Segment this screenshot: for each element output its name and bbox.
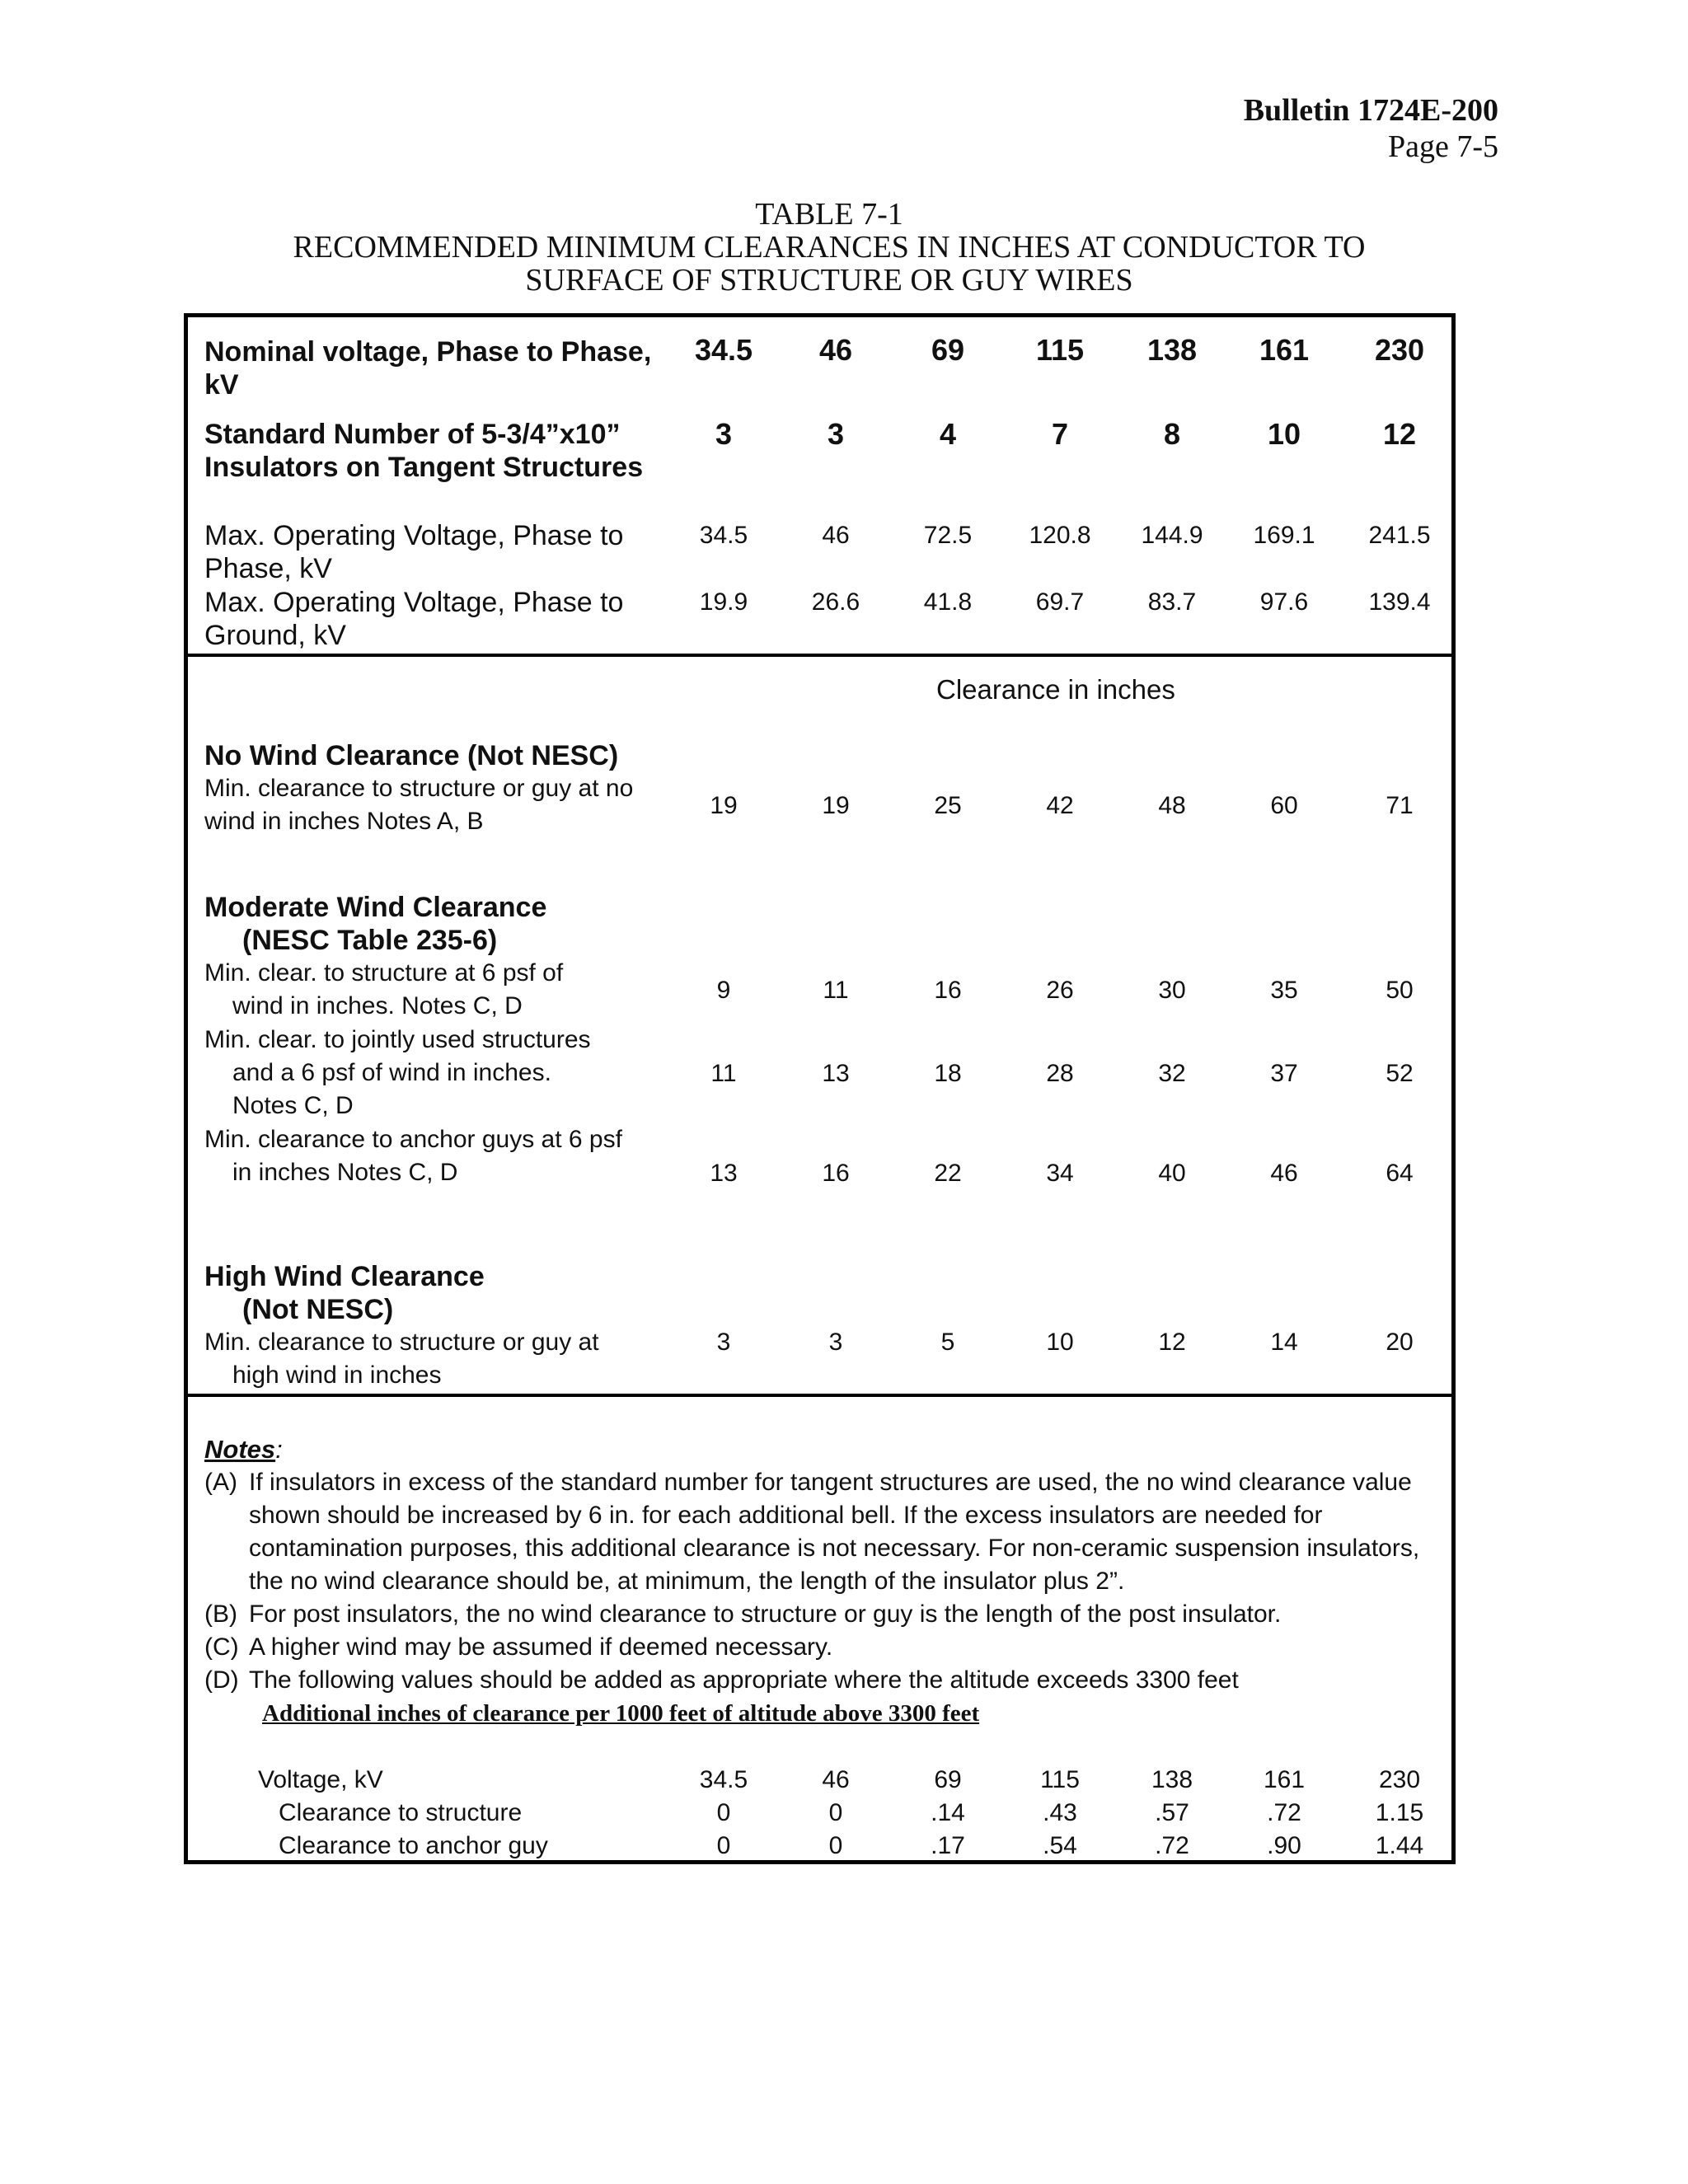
table-cell: 18 xyxy=(934,1060,962,1087)
table-title-line2: SURFACE OF STRUCTURE OR GUY WIRES xyxy=(525,263,1133,298)
table-cell: 139.4 xyxy=(1368,588,1431,616)
table-cell: 11 xyxy=(710,1060,737,1087)
table-cell: 60 xyxy=(1270,792,1298,819)
max-voltage-pp-label: Max. Operating Voltage, Phase to Phase, kV xyxy=(204,520,624,584)
table-cell: 4 xyxy=(939,417,957,451)
table-cell: .72 xyxy=(1267,1799,1301,1826)
table-cell: 138 xyxy=(1151,1766,1193,1793)
max-voltage-pg-label: Max. Operating Voltage, Phase to Ground, kV xyxy=(204,587,624,651)
max-voltage-pg-row xyxy=(188,586,1451,619)
table-cell: 71 xyxy=(1386,792,1414,819)
table-cell: 138 xyxy=(1146,333,1198,367)
table-cell: 7 xyxy=(1051,417,1069,451)
table-cell: 115 xyxy=(1040,1766,1080,1793)
altitude-structure-row xyxy=(188,1797,1451,1830)
moderate-anchor-row xyxy=(188,1157,1451,1190)
notes-heading: Notes: xyxy=(204,1435,283,1464)
no-wind-label: Min. clearance to structure or guy at no wind in inches Notes A, B xyxy=(204,775,634,835)
insulators-row xyxy=(188,418,1451,451)
page-number: Page 7-5 xyxy=(1387,129,1498,164)
table-cell: .72 xyxy=(1155,1832,1189,1859)
table-cell: 5 xyxy=(940,1329,955,1356)
nominal-voltage-row xyxy=(188,334,1451,367)
table-cell: 34.5 xyxy=(699,522,748,549)
table-cell: 16 xyxy=(822,1160,850,1187)
table-cell: 19.9 xyxy=(699,588,748,616)
table-cell: 13 xyxy=(710,1160,738,1187)
table-cell: 3 xyxy=(716,1329,731,1356)
table-cell: 52 xyxy=(1386,1060,1414,1087)
table-cell: 32 xyxy=(1158,1060,1186,1087)
table-cell: 230 xyxy=(1374,333,1425,367)
table-cell: 26 xyxy=(1046,977,1074,1004)
table-title xyxy=(186,198,1472,297)
table-cell: 144.9 xyxy=(1141,522,1203,549)
table-cell: 161 xyxy=(1259,333,1310,367)
table-cell: 46 xyxy=(818,333,853,367)
table-cell: .57 xyxy=(1155,1799,1189,1826)
table-cell: 69 xyxy=(931,333,965,367)
table-cell: 3 xyxy=(715,417,733,451)
insulators-label: Standard Number of 5-3/4”x10” Insulators on Tangent Structures xyxy=(204,419,644,483)
moderate-jointly-label: Min. clear. to jointly used structures and a 6 psf of wind in inches. Notes C, D xyxy=(204,1026,591,1119)
table-cell: 28 xyxy=(1046,1060,1074,1087)
table-cell: 241.5 xyxy=(1368,522,1431,549)
divider xyxy=(188,654,1451,657)
table-cell: 0 xyxy=(716,1799,731,1826)
no-wind-heading: No Wind Clearance (Not NESC) xyxy=(204,740,619,771)
table-cell: 9 xyxy=(716,977,731,1004)
table-cell: 10 xyxy=(1267,417,1301,451)
table-cell: 19 xyxy=(710,792,738,819)
table-cell: 97.6 xyxy=(1259,588,1309,616)
table-cell: 46 xyxy=(822,522,850,549)
table-cell: 0 xyxy=(828,1799,843,1826)
table-cell: 69.7 xyxy=(1035,588,1085,616)
table-cell: 115 xyxy=(1035,333,1085,367)
table-cell: 161 xyxy=(1263,1766,1306,1793)
table-cell: 1.15 xyxy=(1375,1799,1424,1826)
table-cell: 1.44 xyxy=(1375,1832,1424,1859)
table-cell: 83.7 xyxy=(1147,588,1197,616)
table-cell: .54 xyxy=(1043,1832,1077,1859)
table-cell: .90 xyxy=(1267,1832,1301,1859)
table-cell: .43 xyxy=(1043,1799,1077,1826)
table-cell: 34.5 xyxy=(699,1766,748,1793)
table-cell: 34.5 xyxy=(694,333,753,367)
moderate-structure-label: Min. clear. to structure at 6 psf of wind in inches. Notes C, D xyxy=(204,959,564,1019)
table-cell: 16 xyxy=(934,977,962,1004)
high-wind-label: Min. clearance to structure or guy at high wind in inches xyxy=(204,1329,599,1389)
table-cell: 72.5 xyxy=(923,522,973,549)
moderate-wind-heading: Moderate Wind Clearance (NESC Table 235-6) xyxy=(204,892,547,956)
table-cell: 11 xyxy=(823,977,849,1004)
table-cell: .17 xyxy=(931,1832,965,1859)
table-cell: 69 xyxy=(934,1766,962,1793)
table-cell: 230 xyxy=(1378,1766,1421,1793)
table-cell: 50 xyxy=(1386,977,1414,1004)
table-cell: 14 xyxy=(1270,1329,1298,1356)
altitude-structure-label: Clearance to structure xyxy=(279,1799,523,1826)
moderate-anchor-label: Min. clearance to anchor guys at 6 psf in inches Notes C, D xyxy=(204,1126,622,1186)
no-wind-row xyxy=(188,790,1451,823)
divider xyxy=(188,1394,1451,1397)
table-cell: 3 xyxy=(828,1329,843,1356)
moderate-structure-row xyxy=(188,974,1451,1007)
bulletin-number: Bulletin 1724E-200 xyxy=(1243,93,1498,128)
note-c: (C) A higher wind may be assumed if deemed necessary. xyxy=(204,1633,833,1661)
altitude-table-title: Additional inches of clearance per 1000 feet of altitude above 3300 feet xyxy=(262,1700,980,1727)
table-cell: 46 xyxy=(822,1766,850,1793)
table-cell: 8 xyxy=(1163,417,1181,451)
table-cell: .14 xyxy=(931,1799,965,1826)
nominal-voltage-label: Nominal voltage, Phase to Phase, kV xyxy=(204,336,652,401)
clearance-header: Clearance in inches xyxy=(936,674,1175,705)
table-cell: 12 xyxy=(1158,1329,1186,1356)
table-cell: 34 xyxy=(1046,1160,1074,1187)
high-wind-heading: High Wind Clearance (Not NESC) xyxy=(204,1261,485,1325)
table-cell: 0 xyxy=(828,1832,843,1859)
table-cell: 42 xyxy=(1046,792,1074,819)
table-cell: 26.6 xyxy=(811,588,860,616)
table-cell: 10 xyxy=(1046,1329,1074,1356)
altitude-anchor-label: Clearance to anchor guy xyxy=(279,1832,548,1859)
table-cell: 30 xyxy=(1158,977,1186,1004)
table-cell: 20 xyxy=(1386,1329,1414,1356)
table-cell: 40 xyxy=(1158,1160,1186,1187)
clearance-table xyxy=(184,313,1456,1864)
high-wind-row xyxy=(188,1326,1451,1359)
page-header xyxy=(1244,92,1498,165)
table-cell: 19 xyxy=(822,792,850,819)
table-cell: 25 xyxy=(934,792,962,819)
table-cell: 64 xyxy=(1386,1160,1414,1187)
altitude-voltage-row xyxy=(188,1764,1451,1797)
table-cell: 12 xyxy=(1382,417,1417,451)
note-a: (A) If insulators in excess of the standard number for tangent structures are used, the no wind clearance value shown should be increased by 6 in. for each additional bell. If the excess insulators are needed for contamination purposes, this additional clearance is not necessary. For non-ceramic suspension insulators, the no wind clearance should be, at minimum, the length of the insulator plus 2”. xyxy=(204,1469,1420,1595)
table-number: TABLE 7-1 xyxy=(755,197,903,232)
altitude-anchor-row xyxy=(188,1830,1451,1863)
table-cell: 3 xyxy=(827,417,845,451)
table-cell: 46 xyxy=(1270,1160,1298,1187)
altitude-voltage-label: Voltage, kV xyxy=(258,1766,383,1793)
table-cell: 35 xyxy=(1270,977,1298,1004)
max-voltage-pp-row xyxy=(188,519,1451,552)
table-cell: 169.1 xyxy=(1253,522,1315,549)
table-title-line1: RECOMMENDED MINIMUM CLEARANCES IN INCHES AT CONDUCTOR TO xyxy=(293,230,1366,265)
table-cell: 120.8 xyxy=(1029,522,1091,549)
note-b: (B) For post insulators, the no wind clearance to structure or guy is the length of the post insulator. xyxy=(204,1601,1282,1628)
table-cell: 0 xyxy=(716,1832,731,1859)
table-cell: 13 xyxy=(822,1060,850,1087)
moderate-jointly-row xyxy=(188,1057,1451,1090)
table-cell: 22 xyxy=(934,1160,962,1187)
note-d: (D) The following values should be added as appropriate where the altitude exceeds 3300 feet xyxy=(204,1666,1239,1694)
table-cell: 41.8 xyxy=(923,588,973,616)
table-cell: 48 xyxy=(1158,792,1186,819)
table-cell: 37 xyxy=(1270,1060,1298,1087)
